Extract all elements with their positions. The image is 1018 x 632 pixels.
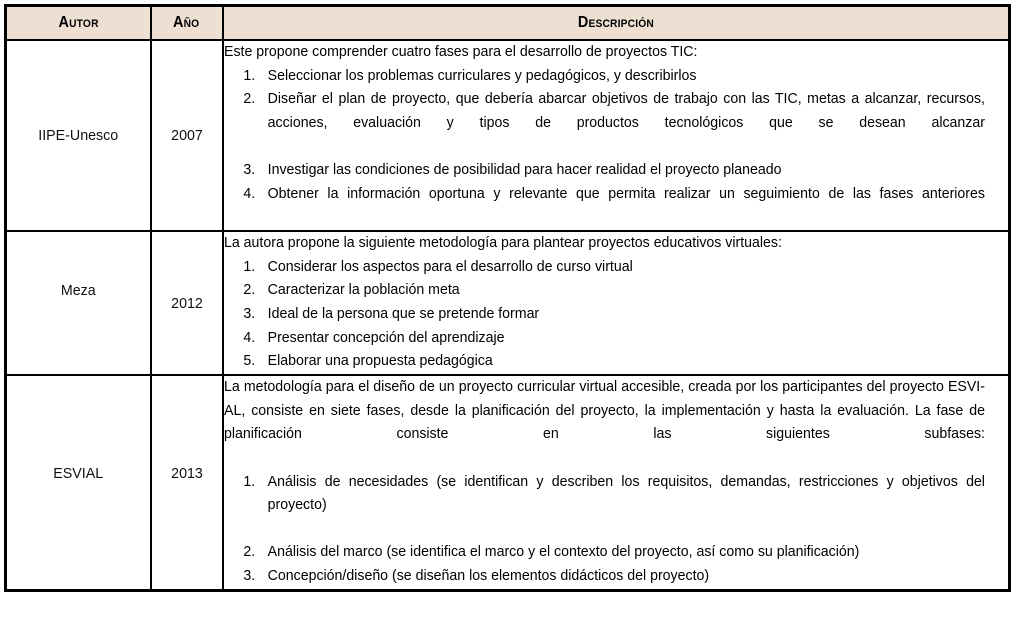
cell-year (151, 375, 223, 590)
step-item: Presentar concepción del aprendizaje (267, 329, 505, 346)
description-intro: Este propone comprender cuatro fases para el desarrollo de proyectos TIC: (223, 44, 697, 60)
step-item: Elaborar una propuesta pedagógica (267, 353, 493, 370)
description-block (224, 232, 985, 374)
cell-author (6, 231, 151, 375)
header-cell-description (223, 6, 1010, 41)
step-item: Obtener la información oportuna y relevante que permita realizar un seguimiento de las fases anteriores (267, 185, 985, 202)
step-item: Considerar los aspectos para el desarrollo de curso virtual (267, 258, 633, 275)
table-body (6, 40, 1010, 590)
cell-author (6, 40, 151, 231)
methodology-table (4, 4, 1011, 592)
cell-description (223, 375, 1010, 590)
description-intro: La metodología para el diseño de un proyecto curricular virtual accesible, creada por los participantes del proyecto ESVI-AL, consiste en siete fases, desde la planificación del proyecto, la implementación y hasta la evaluación. La fase de planificación consiste en las siguientes subfases: (223, 378, 985, 443)
table-row (6, 40, 1010, 231)
author-value: IIPE-Unesco (38, 127, 119, 145)
header-label-author: Autor (58, 14, 99, 31)
table-row (6, 375, 1010, 590)
year-value: 2013 (170, 464, 203, 482)
header-cell-year (151, 6, 223, 41)
cell-author (6, 375, 151, 590)
author-value: Meza (60, 281, 96, 299)
year-value: 2012 (170, 294, 203, 312)
table-header (6, 6, 1010, 41)
step-item: Seleccionar los problemas curriculares y pedagógicos, y describirlos (267, 67, 696, 84)
year-value: 2007 (170, 127, 203, 145)
header-label-year: Año (173, 14, 200, 31)
description-steps (224, 65, 985, 230)
step-item: Ideal de la persona que se pretende formar (267, 306, 539, 323)
step-item: Investigar las condiciones de posibilidad para hacer realidad el proyecto planeado (267, 162, 782, 179)
step-item: Análisis de necesidades (se identifican y describen los requisitos, demandas, restricciones y objetivos del proyecto) (267, 473, 985, 514)
header-cell-author (6, 6, 151, 41)
step-item: Concepción/diseño (se diseñan los elementos didácticos del proyecto) (267, 568, 709, 585)
step-item: Análisis del marco (se identifica el marco y el contexto del proyecto, así como su planificación) (267, 544, 859, 561)
description-intro: La autora propone la siguiente metodología para plantear proyectos educativos virtuales: (223, 235, 782, 252)
description-block (224, 41, 985, 230)
description-block (224, 376, 985, 589)
cell-year (151, 231, 223, 375)
description-steps (224, 471, 985, 589)
cell-year (151, 40, 223, 231)
step-item: Diseñar el plan de proyecto, que debería abarcar objetivos de trabajo con las TIC, metas a alcanzar, recursos, acciones, evaluación y tipos de productos tecnológicos que se desean alcanzar (267, 91, 985, 131)
header-label-description: Descripción (577, 14, 654, 31)
header-row (6, 6, 1010, 41)
step-item: Caracterizar la población meta (267, 282, 460, 299)
cell-description (223, 231, 1010, 375)
table-row (6, 231, 1010, 375)
author-value: ESVIAL (53, 464, 104, 482)
description-steps (224, 256, 985, 374)
cell-description (223, 40, 1010, 231)
